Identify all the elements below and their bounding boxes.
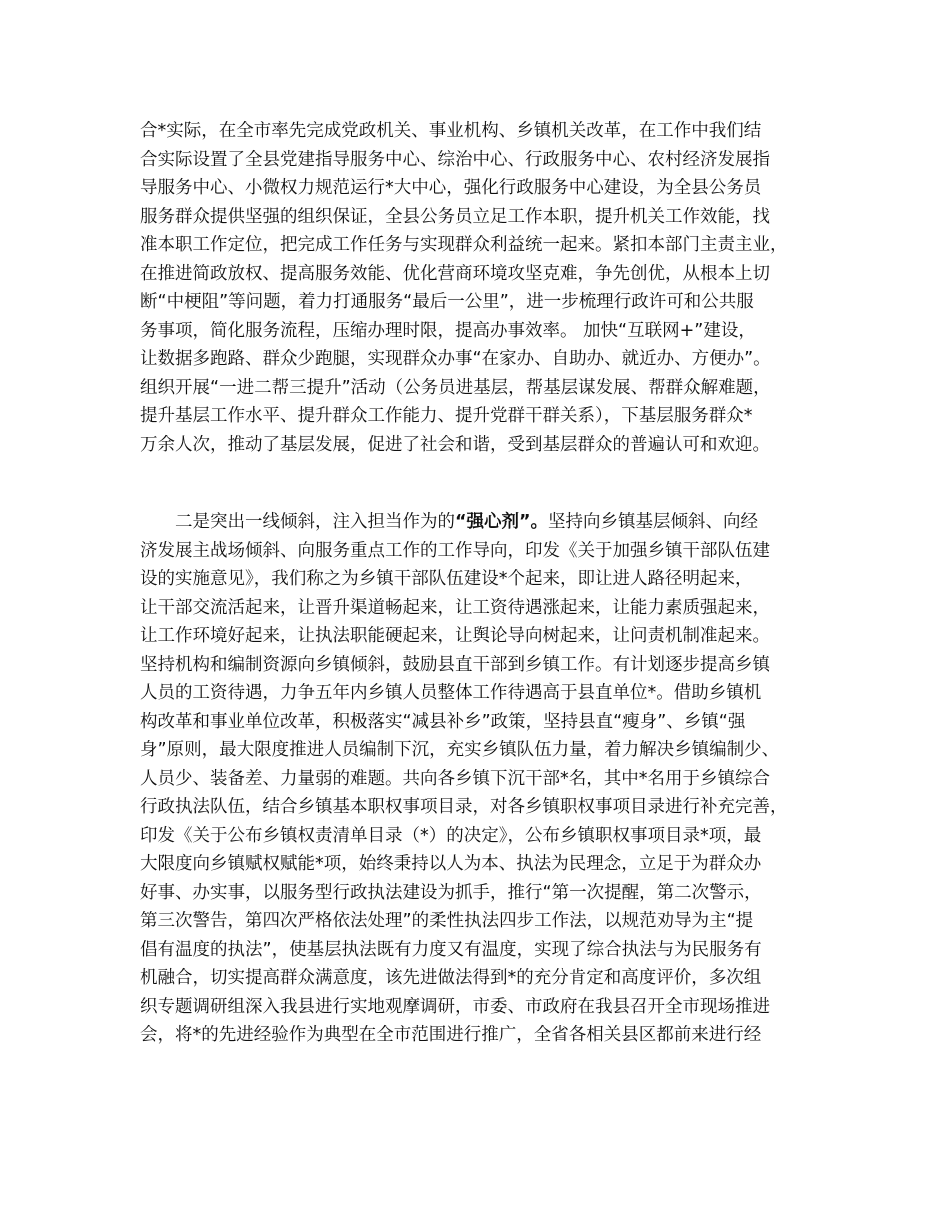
text-line: 让数据多跑路、群众少跑腿，实现群众办事“在家办、自助办、就近办、方便办”。 [140, 349, 771, 369]
section-heading-emphasis: “强心剂”。 [455, 512, 549, 532]
text-line: 坚持机构和编制资源向乡镇倾斜，鼓励县直干部到乡镇工作。有计划逐步提高乡镇 [140, 654, 770, 675]
text-line: 第三次警告，第四次严格依法处理”的柔性执法四步工作法，以规范劝导为主“提 [140, 911, 754, 931]
text-line: 准本职工作定位，把完成工作任务与实现群众利益统一起来。紧扣本部门主责主业， [140, 235, 788, 255]
text-line: 人员少、装备差、力量弱的难题。共向各乡镇下沉干部*名，其中*名用于乡镇综合 [140, 768, 770, 789]
text-line: 合实际设置了全县党建指导服务中心、综治中心、行政服务中心、农村经济发展指 [140, 149, 770, 170]
text-line: 济发展主战场倾斜、向服务重点工作的工作导向，印发《关于加强乡镇干部队伍建 [140, 540, 770, 561]
text-line: 万余人次，推动了基层发展，促进了社会和谐，受到基层群众的普遍认可和欢迎。 [140, 434, 770, 455]
text-line: 大限度向乡镇赋权赋能*项，始终秉持以人为本、执法为民理念，立足于为群众办 [140, 854, 762, 874]
paragraph-first-line [140, 508, 840, 537]
text-line: 组织开展“一进二帮三提升”活动（公务员进基层，帮基层谋发展、帮群众解难题， [140, 377, 771, 398]
text-line: 构改革和事业单位改革，积极落实“减县补乡”政策，坚持县直“瘦身”、乡镇“强 [140, 711, 746, 732]
text-line: 机融合，切实提高群众满意度，该先进做法得到*的充分肯定和高度评价，多次组 [140, 968, 762, 988]
section-heading-text: 二是突出一线倾斜，注入担当作为的 [140, 512, 455, 532]
paragraph-frontline-tilt [140, 508, 840, 1050]
text-line: 让干部交流活起来，让晋升渠道畅起来，让工资待遇涨起来，让能力素质强起来， [140, 597, 770, 618]
text-line: 导服务中心、小微权力规范运行*大中心，强化行政服务中心建设，为全县公务员 [140, 178, 762, 198]
text-line: 让工作环境好起来，让执法职能硬起来，让舆论导向树起来，让问责机制准起来。 [140, 626, 770, 646]
text-line: 行政执法队伍，结合乡镇基本职权事项目录，对各乡镇职权事项目录进行补充完善， [140, 797, 788, 817]
text-line: 好事、办实事，以服务型行政执法建设为抓手，推行“第一次提醒，第二次警示， [140, 882, 762, 903]
text-line: 在推进简政放权、提高服务效能、优化营商环境攻坚克难，争先创优，从根本上切 [140, 263, 770, 284]
text-run: 坚持向乡镇基层倾斜、向经 [548, 512, 759, 532]
text-line: 织专题调研组深入我县进行实地观摩调研，市委、市政府在我县召开全市现场推进 [140, 996, 770, 1017]
text-line: 合*实际，在全市率先完成党政机关、事业机构、乡镇机关改革，在工作中我们结 [140, 121, 762, 141]
text-line: 服务群众提供坚强的组织保证，全县公务员立足工作本职，提升机关工作效能，找 [140, 206, 770, 227]
text-line: 断“中梗阻”等问题，着力打通服务“最后一公里”，进一步梳理行政许可和公共服 [140, 292, 754, 312]
text-line: 务事项，简化服务流程，压缩办理时限，提高办事效率。 加快“互联网+”建设， [140, 320, 756, 341]
text-line: 印发《关于公布乡镇权责清单目录（*）的决定》，公布乡镇职权事项目录*项，最 [140, 825, 762, 846]
text-line: 倡有温度的执法”，使基层执法既有力度又有温度，实现了综合执法与为民服务有 [140, 939, 762, 960]
text-line: 会，将*的先进经验作为典型在全市范围进行推广，全省各相关县区都前来进行经 [140, 1025, 762, 1045]
text-line: 身”原则，最大限度推进人员编制下沉，充实乡镇队伍力量，着力解决乡镇编制少、 [140, 740, 780, 760]
paragraph-reform-service [140, 117, 840, 459]
text-line: 提升基层工作水平、提升群众工作能力、提升党群干群关系），下基层服务群众* [140, 406, 753, 426]
text-line: 人员的工资待遇，力争五年内乡镇人员整体工作待遇高于县直单位*。借助乡镇机 [140, 683, 762, 703]
text-line: 设的实施意见》，我们称之为乡镇干部队伍建设*个起来，即让进人路径明起来， [140, 569, 753, 589]
